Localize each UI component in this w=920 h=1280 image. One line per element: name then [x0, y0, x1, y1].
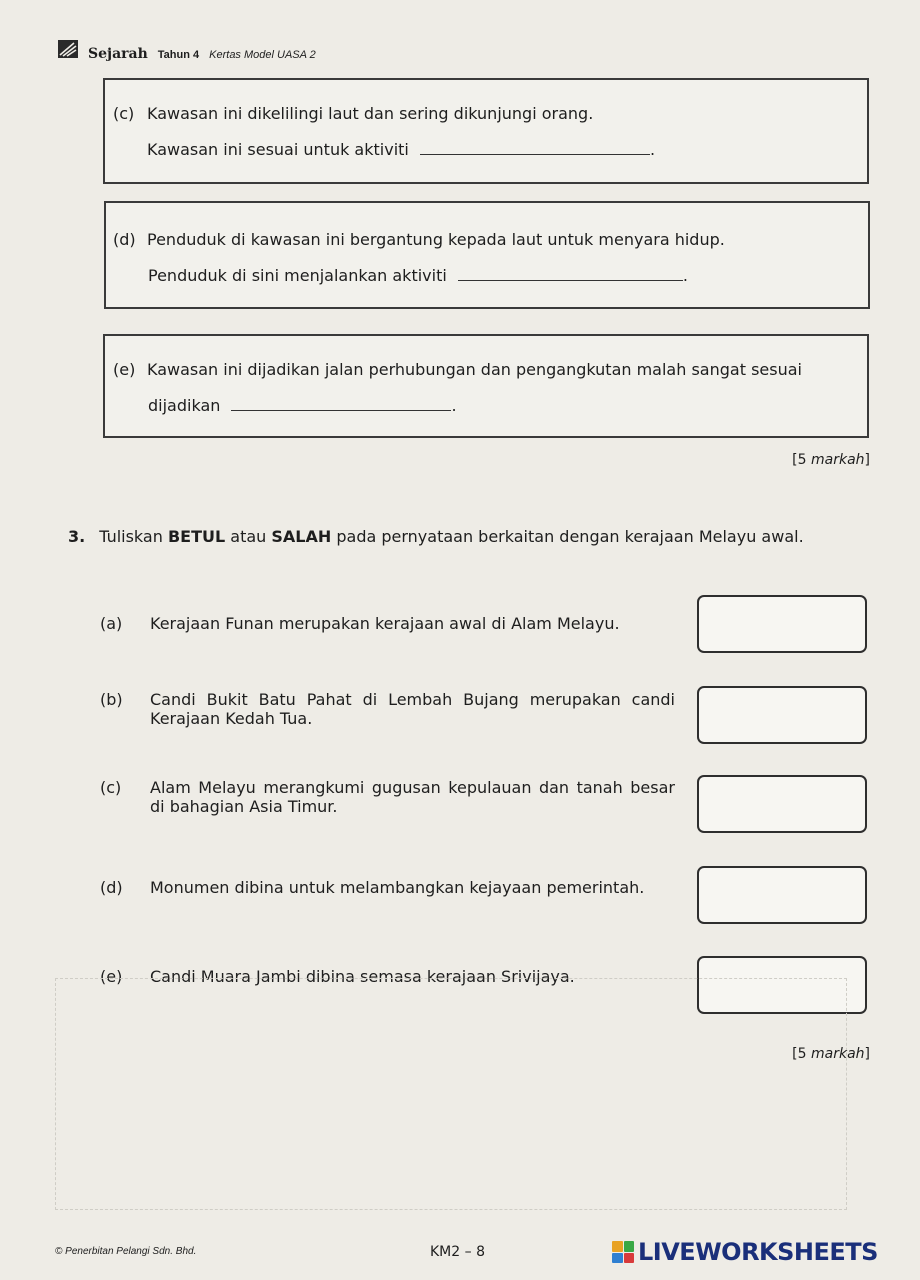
question-box-c [103, 78, 869, 184]
question-c-line1: (c) Kawasan ini dikelilingi laut dan sering dikunjungi orang. [113, 104, 594, 123]
liveworksheets-logo-icon [612, 1241, 634, 1263]
answer-box-a[interactable] [697, 595, 867, 653]
liveworksheets-brand[interactable] [612, 1238, 878, 1266]
answer-box-c[interactable] [697, 775, 867, 833]
question-d-line1: (d) Penduduk di kawasan ini bergantung kepada laut untuk menyara hidup. [113, 230, 725, 249]
faint-print-area [55, 978, 847, 1210]
paper-title: Kertas Model UASA 2 [209, 49, 316, 61]
question-e-line2: dijadikan . [148, 396, 457, 415]
question-e-line1: (e) Kawasan ini dijadikan jalan perhubungan dan pengangkutan malah sangat sesuai [113, 360, 802, 379]
question-box-e [103, 334, 869, 438]
question-d-label: (d) [113, 230, 136, 249]
answer-box-d[interactable] [697, 866, 867, 924]
question-number: 3. [68, 527, 86, 546]
statement-b: (b) Candi Bukit Batu Pahat di Lembah Bujang merupakan candi Kerajaan Kedah Tua. [100, 690, 675, 728]
year-level: Tahun 4 [157, 49, 200, 61]
liveworksheets-wordmark: LIVEWORKSHEETS [638, 1238, 878, 1266]
statement-c: (c) Alam Melayu merangkumi gugusan kepulauan dan tanah besar di bahagian Asia Timur. [100, 778, 675, 816]
question-e-label: (e) [113, 360, 136, 379]
subject-name: Sejarah [88, 46, 148, 62]
publisher-credit: © Penerbitan Pelangi Sdn. Bhd. [55, 1246, 197, 1257]
question-c-label: (c) [113, 104, 135, 123]
page-header [58, 40, 316, 62]
marks-q3: [5 markah] [792, 1046, 870, 1062]
question-c-line2: Kawasan ini sesuai untuk aktiviti . [147, 140, 656, 159]
page-number: KM2 – 8 [430, 1244, 485, 1260]
book-stripes-icon [58, 40, 78, 58]
statement-e: (e) Candi Muara Jambi dibina semasa kerajaan Srivijaya. [100, 967, 575, 986]
answer-box-b[interactable] [697, 686, 867, 744]
statement-a: (a) Kerajaan Funan merupakan kerajaan awal di Alam Melayu. [100, 614, 620, 633]
answer-blank-e[interactable] [231, 396, 451, 411]
answer-blank-c[interactable] [420, 140, 650, 155]
question-box-d [104, 201, 870, 309]
question-d-line2: Penduduk di sini menjalankan aktiviti . [148, 266, 688, 285]
statement-d: (d) Monumen dibina untuk melambangkan kejayaan pemerintah. [100, 878, 645, 897]
marks-q2: [5 markah] [792, 452, 870, 468]
answer-blank-d[interactable] [458, 266, 683, 281]
question-3-title: 3. Tuliskan BETUL atau SALAH pada pernyataan berkaitan dengan kerajaan Melayu awal. [68, 527, 804, 546]
